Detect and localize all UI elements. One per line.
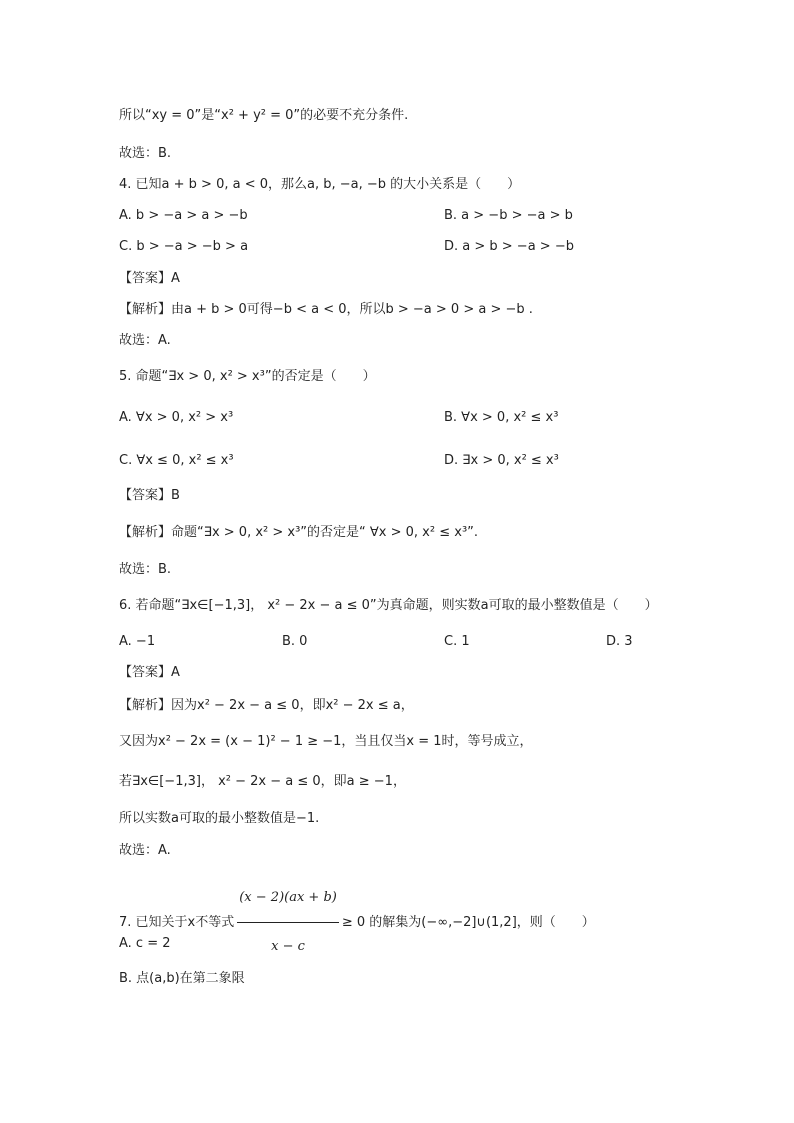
answer-label: 【答案】A (119, 665, 180, 680)
option-b: B. ∀x > 0, x² ≤ x³ (444, 410, 559, 425)
selection: 故选：A. (119, 843, 171, 858)
option-b: B. 点(a,b)在第二象限 (119, 971, 245, 986)
question-4: 4. 已知a + b > 0, a < 0，那么a, b, −a, −b 的大小关系是（ ） (119, 177, 521, 192)
selection: 故选：A. (119, 333, 171, 348)
explanation: 若∃x∈[−1,3]， x² − 2x − a ≤ 0，即a ≥ −1， (119, 774, 406, 789)
option-d: D. ∃x > 0, x² ≤ x³ (444, 453, 559, 468)
answer-label: 【答案】A (119, 271, 180, 286)
question-5: 5. 命题“∃x > 0, x² > x³”的否定是（ ） (119, 369, 376, 384)
option-a: A. b > −a > a > −b (119, 208, 248, 223)
explanation: 又因为x² − 2x = (x − 1)² − 1 ≥ −1，当且仅当x = 1时，等号成立， (119, 734, 533, 749)
fraction-numerator: (x − 2)(ax + b) (237, 876, 339, 923)
option-a: A. c = 2 (119, 936, 171, 951)
explanation: 所以实数a可取的最小整数值是−1. (119, 811, 320, 826)
text-line: 故选：B. (119, 146, 172, 161)
text-line: 所以“xy = 0”是“x² + y² = 0”的必要不充分条件. (119, 108, 409, 123)
q7-prefix: 7. 已知关于x不等式 (119, 914, 235, 930)
explanation: 【解析】命题“∃x > 0, x² > x³”的否定是“ ∀x > 0, x² ≤ x³”. (119, 525, 479, 540)
fraction (237, 876, 339, 969)
answer-label: 【答案】B (119, 488, 180, 503)
q7-suffix: ≥ 0 的解集为(−∞,−2]∪(1,2]，则（ ） (341, 914, 595, 930)
option-b: B. 0 (282, 634, 308, 649)
option-b: B. a > −b > −a > b (444, 208, 573, 223)
option-a: A. −1 (119, 634, 156, 649)
fraction-denominator: x − c (271, 939, 305, 954)
option-c: C. ∀x ≤ 0, x² ≤ x³ (119, 453, 234, 468)
selection: 故选：B. (119, 562, 172, 577)
option-d: D. a > b > −a > −b (444, 239, 574, 254)
explanation: 【解析】因为x² − 2x − a ≤ 0，即x² − 2x ≤ a， (119, 698, 414, 713)
option-c: C. b > −a > −b > a (119, 239, 249, 254)
question-6: 6. 若命题“∃x∈[−1,3]， x² − 2x − a ≤ 0”为真命题，则实数a可取的最小整数值是（ ） (119, 598, 658, 613)
option-d: D. 3 (606, 634, 633, 649)
explanation: 【解析】由a + b > 0可得−b < a < 0，所以b > −a > 0 > a > −b . (119, 302, 533, 317)
option-a: A. ∀x > 0, x² > x³ (119, 410, 234, 425)
question-7 (119, 876, 595, 969)
option-c: C. 1 (444, 634, 470, 649)
